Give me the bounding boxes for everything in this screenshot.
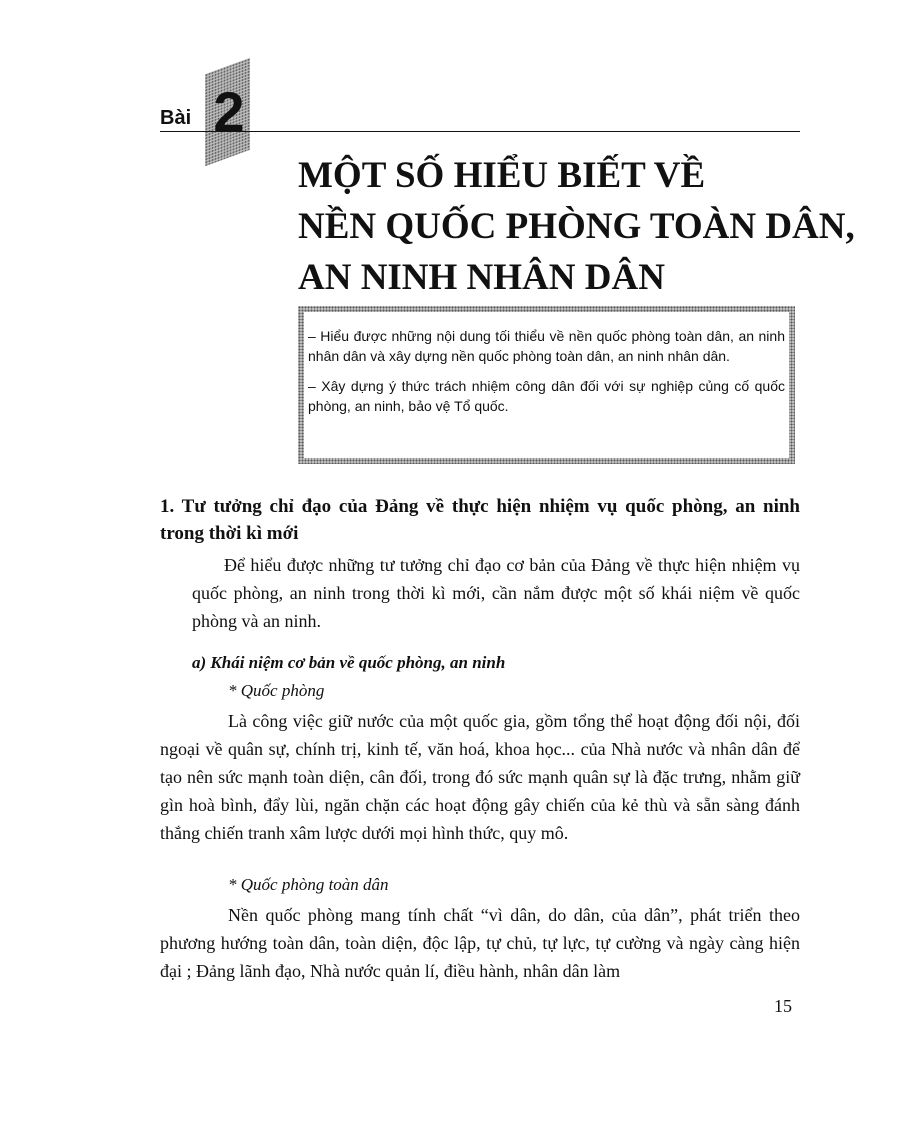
objectives-box xyxy=(298,306,795,464)
concept-label-quoc-phong: * Quốc phòng xyxy=(228,681,325,700)
title-line-3: AN NINH NHÂN DÂN xyxy=(298,257,665,298)
subsection-heading: a) Khái niệm cơ bản về quốc phòng, an ninh xyxy=(192,653,506,672)
section-intro: Để hiểu được những tư tưởng chỉ đạo cơ bản của Đảng về thực hiện nhiệm vụ quốc phòng, an ninh trong thời kì mới, cần nắm được một số khái niệm về quốc phòng và an ninh. xyxy=(192,555,800,631)
objective-item: – Hiểu được những nội dung tối thiểu về nền quốc phòng toàn dân, an ninh nhân dân và xây dựng nền quốc phòng toàn dân, an ninh nhân dân. xyxy=(308,328,785,364)
objectives-content xyxy=(304,312,789,458)
objective-item: – Xây dựng ý thức trách nhiệm công dân đối với sự nghiệp củng cố quốc phòng, an ninh, bảo vệ Tổ quốc. xyxy=(308,378,785,414)
concept-label-quoc-phong-toan-dan: * Quốc phòng toàn dân xyxy=(228,875,389,894)
title-line-1: MỘT SỐ HIỂU BIẾT VỀ xyxy=(298,155,706,196)
title-line-2: NỀN QUỐC PHÒNG TOÀN DÂN, xyxy=(298,206,855,247)
lesson-label: Bài xyxy=(160,107,192,129)
header-rule xyxy=(160,131,800,132)
page-number: 15 xyxy=(774,996,792,1016)
lesson-number: 2 xyxy=(213,80,245,143)
concept-text-quoc-phong: Là công việc giữ nước của một quốc gia, gồm tổng thể hoạt động đối nội, đối ngoại về quân sự, chính trị, kinh tế, văn hoá, khoa học... của Nhà nước và nhân dân để tạo nên sức mạnh toàn diện, cân đối, trong đó sức mạnh quân sự là đặc trưng, nhằm giữ gìn hoà bình, đẩy lùi, ngăn chặn các hoạt động gây chiến của kẻ thù và sẵn sàng đánh thắng chiến tranh xâm lược dưới mọi hình thức, quy mô. xyxy=(160,711,800,843)
lesson-title xyxy=(298,150,855,303)
section-heading: 1. Tư tưởng chỉ đạo của Đảng về thực hiện nhiệm vụ quốc phòng, an ninh trong thời kì mới xyxy=(160,496,800,544)
concept-text-quoc-phong-toan-dan: Nền quốc phòng mang tính chất “vì dân, do dân, của dân”, phát triển theo phương hướng toàn dân, toàn diện, độc lập, tự chủ, tự lực, tự cường và ngày càng hiện đại ; Đảng lãnh đạo, Nhà nước quản lí, điều hành, nhân dân làm xyxy=(160,905,800,981)
